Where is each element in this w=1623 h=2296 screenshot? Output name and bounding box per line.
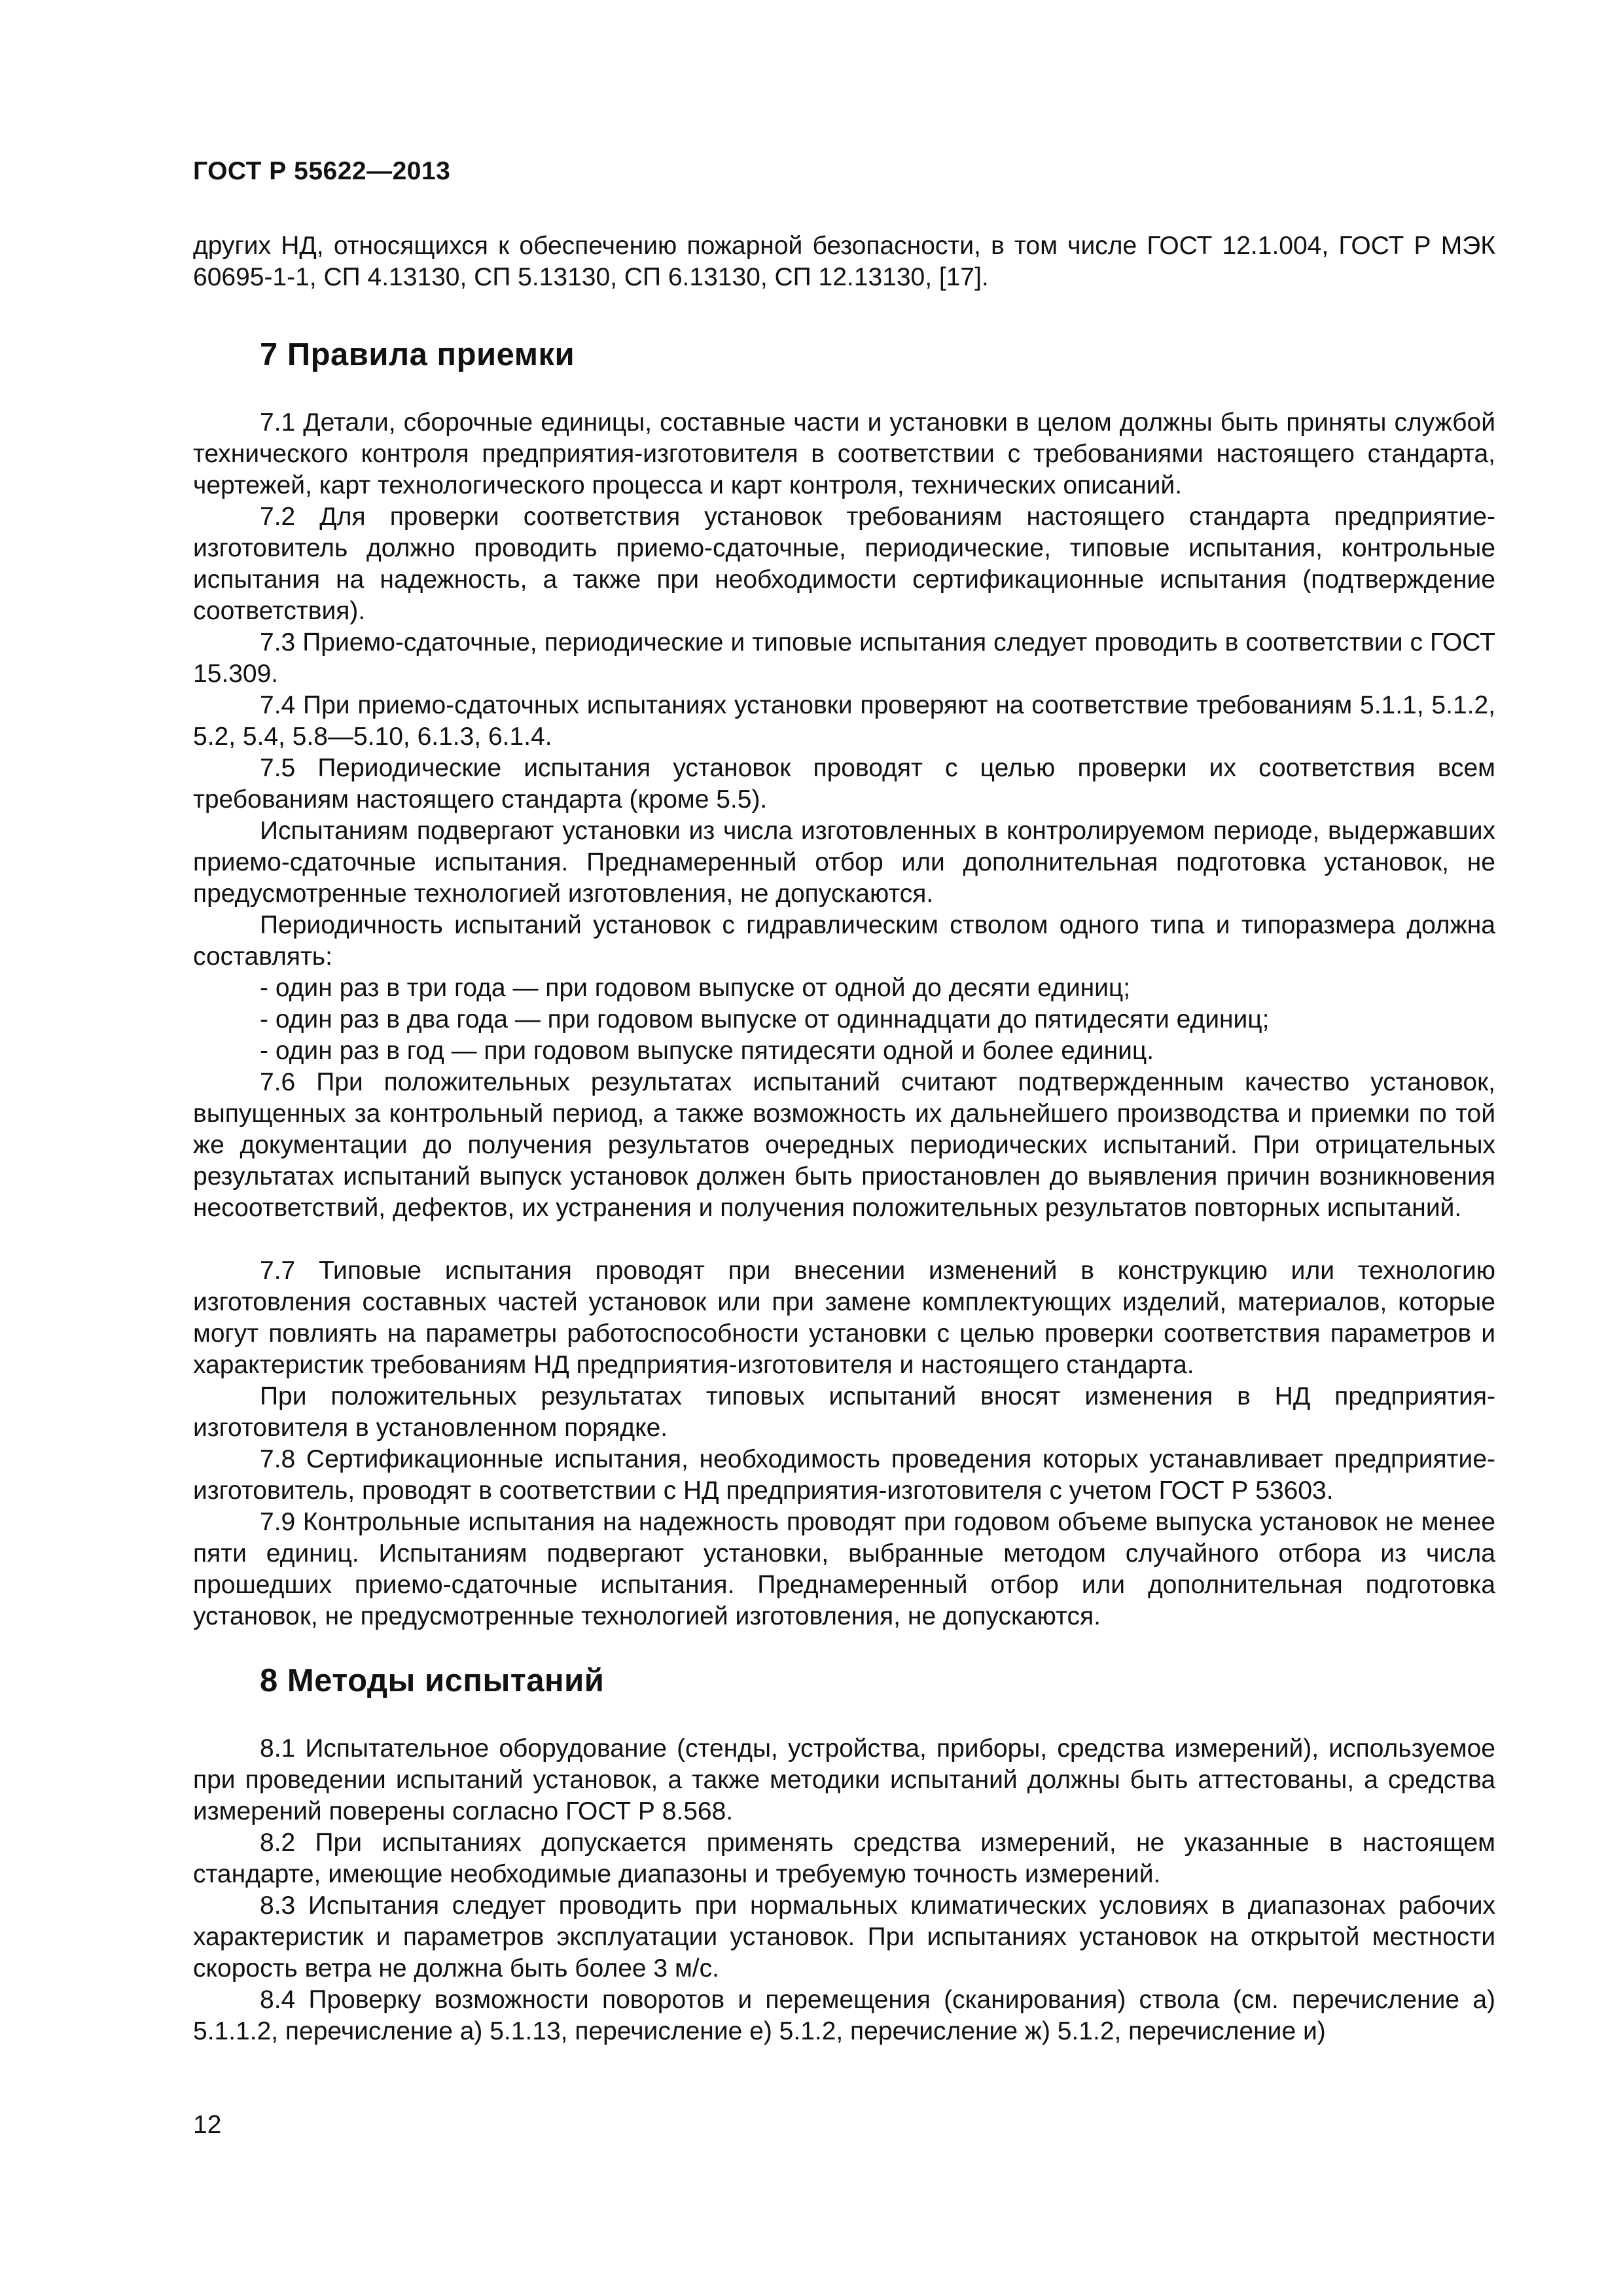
continued-paragraph: других НД, относящихся к обеспечению пожарной безопасности, в том числе ГОСТ 12.1.004, ГОСТ Р МЭК 60695-1-1, СП 4.13130, СП 5.13130, СП 6.13130, СП 12.13130, [17].: [193, 232, 1495, 291]
list-item-periodicity-3: - один раз в год — при годовом выпуске пятидесяти одной и более единиц.: [260, 1037, 1154, 1065]
paragraph-7-5: 7.5 Периодические испытания установок проводят с целью проверки их соответствия всем требованиям настоящего стандарта (кроме 5.5).: [193, 754, 1495, 814]
paragraph-7-2: 7.2 Для проверки соответствия установок требованиям настоящего стандарта предприятие-изготовитель должно проводить приемо-сдаточные, периодические, типовые испытания, контрольные испытания на надежность, а также при необходимости сертификационные испытания (подтверждение соответствия).: [193, 503, 1495, 625]
section-8-heading: 8 Методы испытаний: [260, 1663, 605, 1698]
paragraph-8-3: 8.3 Испытания следует проводить при нормальных климатических условиях в диапазонах рабочих характеристик и параметров эксплуатации установок. При испытаниях установок на открытой местности скорость ветра не должна быть более 3 м/с.: [193, 1892, 1495, 1982]
paragraph-7-4: 7.4 При приемо-сдаточных испытаниях установки проверяют на соответствие требованиям 5.1.1, 5.1.2, 5.2, 5.4, 5.8—5.10, 6.1.3, 6.1.4.: [193, 691, 1495, 751]
running-header: ГОСТ Р 55622—2013: [193, 157, 451, 185]
paragraph-7-3: 7.3 Приемо-сдаточные, периодические и типовые испытания следует проводить в соответствии с ГОСТ 15.309.: [193, 628, 1495, 688]
paragraph-7-6: 7.6 При положительных результатах испытаний считают подтвержденным качество установок, выпущенных за контрольный период, а также возможность их дальнейшего производства и приемки по той же документации до получения результатов очередных периодических испытаний. При отрицательных результатах испытаний выпуск установок должен быть приостановлен до выявления причин возникновения несоответствий, дефектов, их устранения и получения положительных результатов повторных испытаний.: [193, 1068, 1495, 1222]
paragraph-7-5-selection: Испытаниям подвергают установки из числа изготовленных в контролируемом периоде, выдержавших приемо-сдаточные испытания. Преднамеренный отбор или дополнительная подготовка установок, не предусмотренные технологией изготовления, не допускаются.: [193, 817, 1495, 908]
paragraph-7-9: 7.9 Контрольные испытания на надежность проводят при годовом объеме выпуска установок не менее пяти единиц. Испытаниям подвергают установки, выбранные методом случайного отбора из числа прошедших приемо-сдаточные испытания. Преднамеренный отбор или дополнительная подготовка установок, не предусмотренные технологией изготовления, не допускаются.: [193, 1508, 1495, 1630]
paragraph-7-5-periodicity: Периодичность испытаний установок с гидравлическим стволом одного типа и типоразмера должна составлять:: [193, 911, 1495, 971]
paragraph-7-8: 7.8 Сертификационные испытания, необходимость проведения которых устанавливает предприятие-изготовитель, проводят в соответствии с НД предприятия-изготовителя с учетом ГОСТ Р 53603.: [193, 1445, 1495, 1505]
paragraph-7-7: 7.7 Типовые испытания проводят при внесении изменений в конструкцию или технологию изготовления составных частей установок или при замене комплектующих изделий, материалов, которые могут повлиять на параметры работоспособности установки с целью проверки соответствия параметров и характеристик требованиям НД предприятия-изготовителя и настоящего стандарта.: [193, 1257, 1495, 1379]
section-7-heading: 7 Правила приемки: [260, 337, 575, 372]
paragraph-8-2: 8.2 При испытаниях допускается применять средства измерений, не указанные в настоящем стандарте, имеющие необходимые диапазоны и требуемую точность измерений.: [193, 1829, 1495, 1888]
paragraph-8-1: 8.1 Испытательное оборудование (стенды, устройства, приборы, средства измерений), используемое при проведении испытаний установок, а также методики испытаний должны быть аттестованы, а средства измерений поверены согласно ГОСТ Р 8.568.: [193, 1734, 1495, 1825]
list-item-periodicity-1: - один раз в три года — при годовом выпуске от одной до десяти единиц;: [260, 974, 1131, 1002]
paragraph-7-7-changes: При положительных результатах типовых испытаний вносят изменения в НД предприятия-изготовителя в установленном порядке.: [193, 1382, 1495, 1442]
paragraph-8-4: 8.4 Проверку возможности поворотов и перемещения (сканирования) ствола (см. перечисление а) 5.1.1.2, перечисление а) 5.1.13, перечисление е) 5.1.2, перечисление ж) 5.1.2, перечисление и): [193, 1986, 1495, 2045]
list-item-periodicity-2: - один раз в два года — при годовом выпуске от одиннадцати до пятидесяти единиц;: [260, 1005, 1270, 1033]
paragraph-7-1: 7.1 Детали, сборочные единицы, составные части и установки в целом должны быть приняты службой технического контроля предприятия-изготовителя в соответствии с требованиями настоящего стандарта, чертежей, карт технологического процесса и карт контроля, технических описаний.: [193, 408, 1495, 499]
page-number: 12: [193, 2111, 222, 2139]
